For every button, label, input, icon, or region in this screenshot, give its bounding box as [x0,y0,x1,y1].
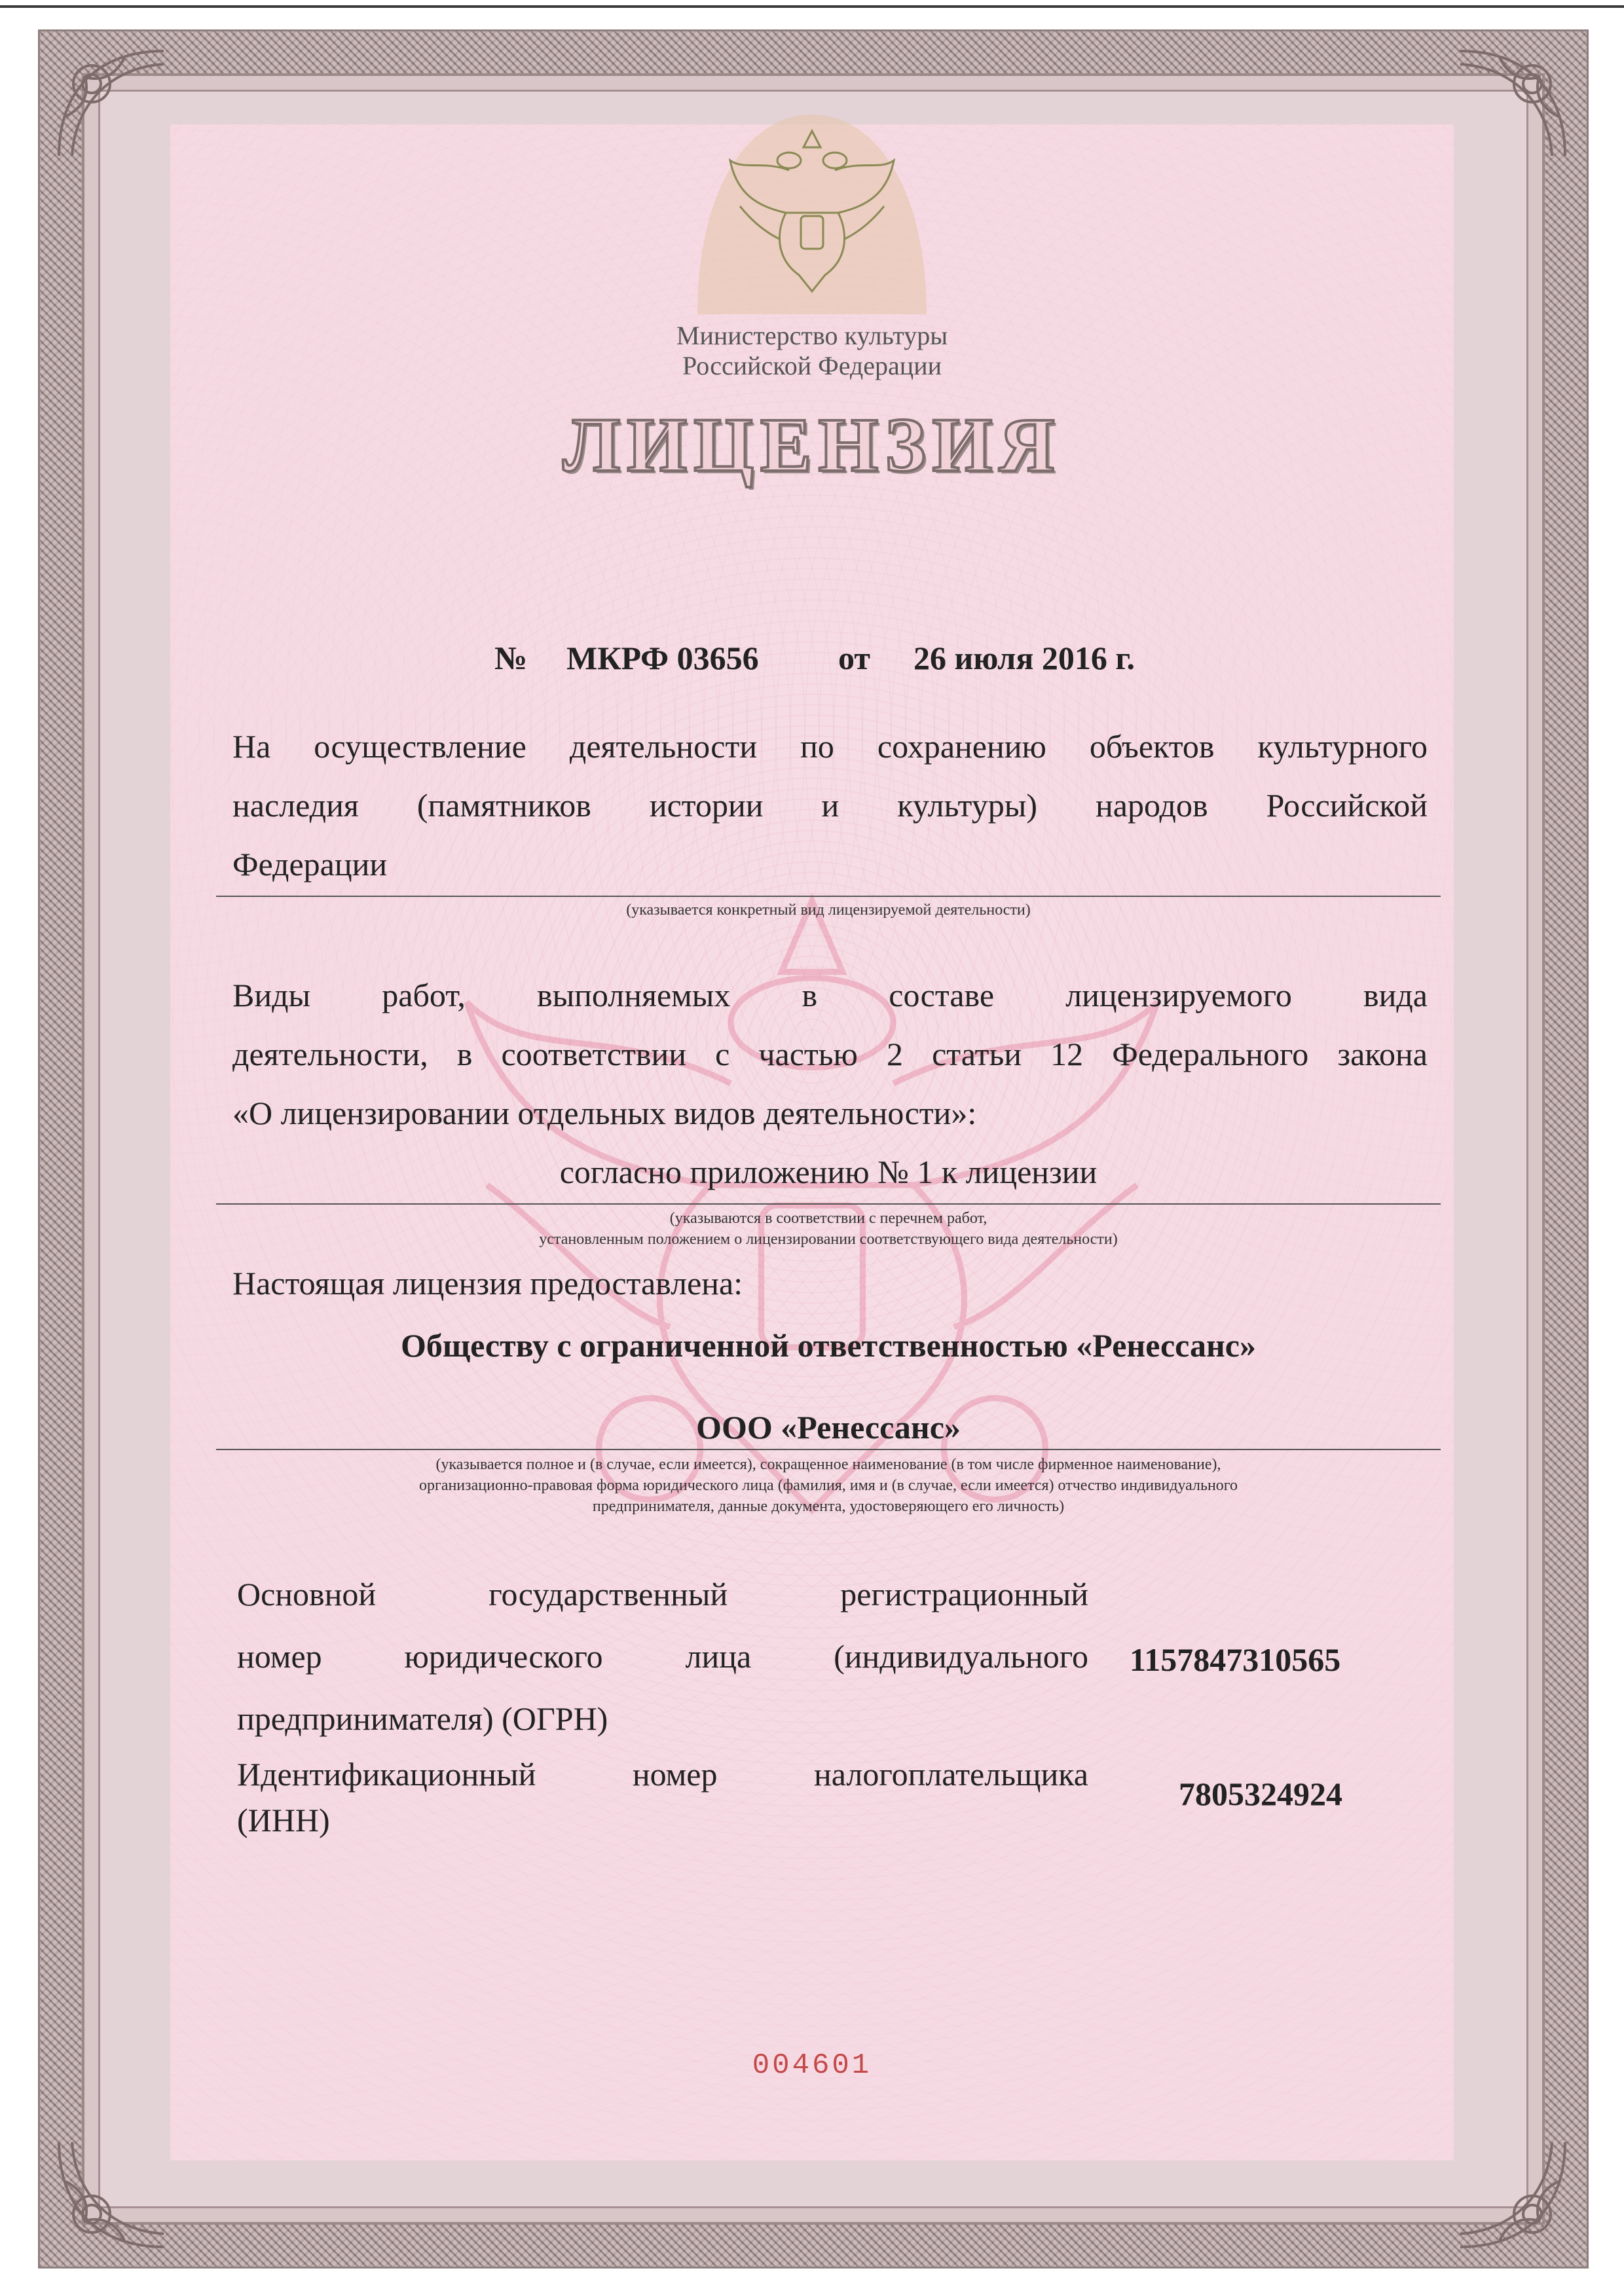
grantee-rule [216,1449,1441,1450]
license-number: МКРФ 03656 [566,640,759,676]
blank-serial-number: 004601 [752,2049,872,2082]
activity-line-3: Федерации [232,846,388,883]
grantee-full-name: Обществу с ограниченной ответственностью «Ренессанс» [400,1327,1256,1364]
activity-line-2: наследия (памятников истории и культуры) народов Российской [232,787,1428,824]
activity-caption: (указывается конкретный вид лицензируемой деятельности) [626,902,1031,919]
works-caption-2: установленным положением о лицензировании соответствующего вида деятельности) [539,1231,1118,1248]
corner-ornament-top-right [1447,38,1578,169]
ogrn-line-1: Основной государственный регистрационный [237,1576,1088,1613]
corner-ornament-bottom-left [46,2129,177,2260]
corner-ornament-top-left [46,38,177,169]
grantee-caption-1: (указывается полное и (в случае, если имеется), сокращенное наименование (в том числе фирменное наименование), [435,1456,1221,1473]
ministry-line-1: Министерство культуры [676,321,948,350]
activity-line-1: На осуществление деятельности по сохранению объектов культурного [232,728,1428,765]
activity-rule [216,896,1441,897]
license-number-sign: № [494,640,528,676]
works-line-3: «О лицензировании отдельных видов деятельности»: [232,1095,977,1131]
works-caption-1: (указываются в соответствии с перечнем работ, [669,1210,987,1227]
license-date: 26 июля 2016 г. [913,640,1135,676]
works-rule [216,1203,1441,1205]
works-line-2: деятельности, в соответствии с частью 2 статьи 12 Федерального закона [232,1036,1428,1072]
ogrn-value: 1157847310565 [1130,1641,1341,1678]
grantee-intro: Настоящая лицензия предоставлена: [232,1265,743,1302]
inn-line-2: (ИНН) [237,1802,330,1838]
works-line-1: Виды работ, выполняемых в составе лицензируемого вида [232,977,1428,1013]
ogrn-line-2: номер юридического лица (индивидуального [237,1638,1088,1675]
license-date-prefix: от [838,640,870,676]
works-value: согласно приложению № 1 к лицензии [559,1154,1098,1190]
grantee-short-name: ООО «Ренессанс» [696,1409,961,1446]
coat-of-arms-emblem-icon [691,108,933,314]
inn-line-1: Идентификационный номер налогоплательщика [237,1756,1088,1793]
inn-value: 7805324924 [1179,1776,1342,1812]
document-title: ЛИЦЕНЗИЯ [563,402,1061,488]
grantee-caption-3: предпринимателя, данные документа, удостоверяющего его личность) [592,1498,1065,1515]
scan-top-edge [0,5,1624,8]
ministry-name [485,321,1139,381]
ogrn-line-3: предпринимателя) (ОГРН) [237,1700,608,1737]
corner-ornament-bottom-right [1447,2129,1578,2260]
grantee-caption-2: организационно-правовая форма юридического лица (фамилия, имя и (в случае, если имеется) отчество индивидуального [418,1477,1238,1494]
ministry-line-2: Российской Федерации [682,351,942,380]
